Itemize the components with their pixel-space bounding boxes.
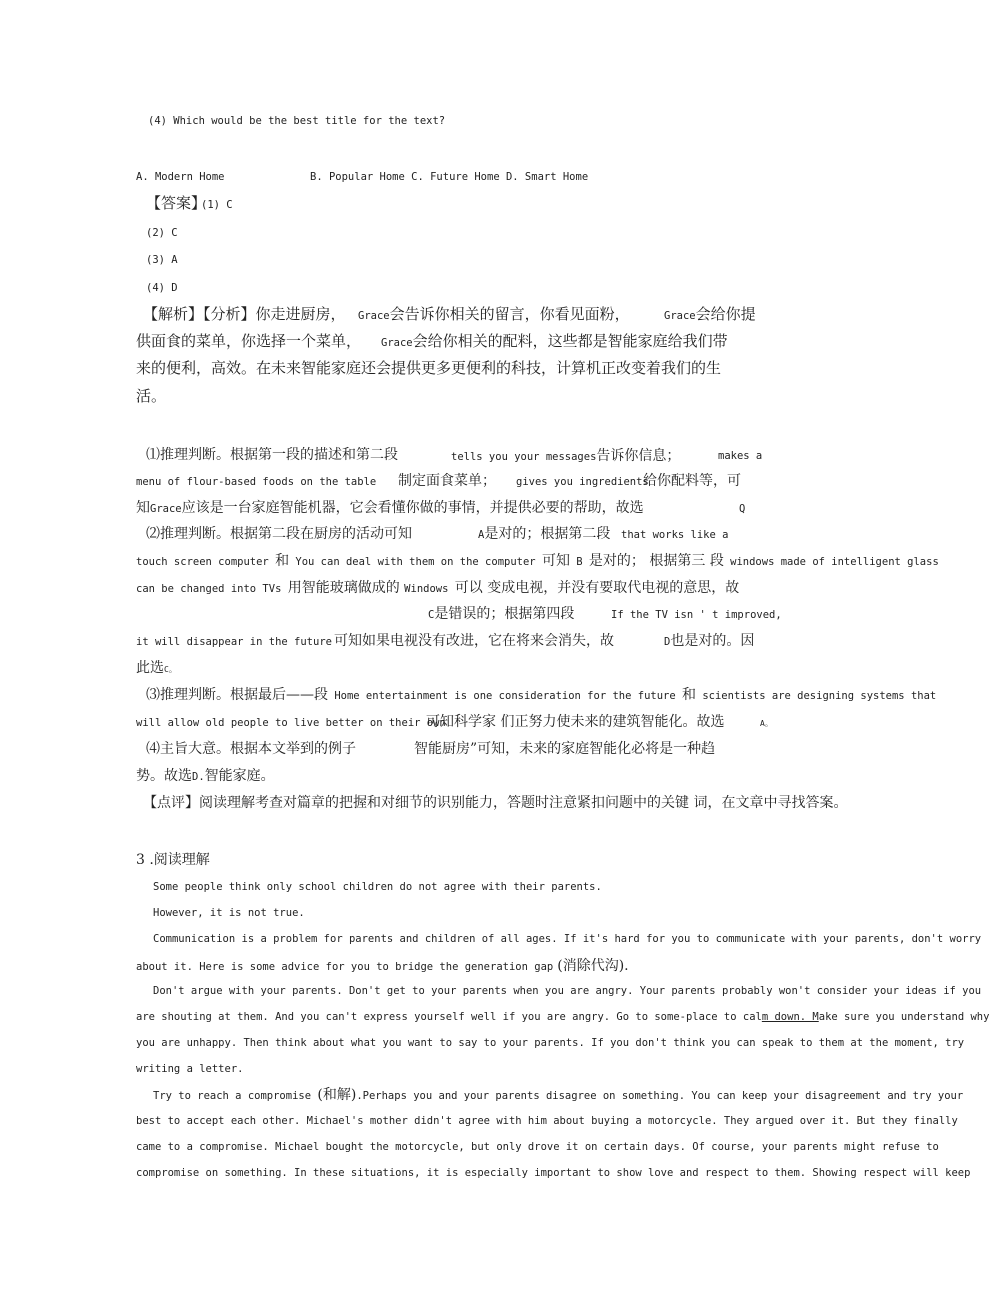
point-1-line-1c: makes a (718, 450, 763, 462)
question-4-text: (4) Which would be the best title for the text? (148, 115, 446, 127)
point-4-line-1a: ⑷主旨大意。根据本文举到的例子 (146, 741, 356, 757)
answer-label: 【答案】 (146, 194, 207, 212)
comment: 【点评】阅读理解考查对篇章的把握和对细节的识别能力，答题时注意紧扣问题中的关键 词，在文章中寻找答案。 (143, 795, 848, 811)
section-3-heading: 3 .阅读理解 (136, 852, 210, 868)
point-1-line-2b: 制定面食菜单； (398, 473, 496, 489)
passage-p4-line-4: writing a letter. (136, 1063, 244, 1075)
point-2-line-5a: it will disappear in the future (136, 636, 332, 648)
point-1-line-3a: 知Grace应该是一台家庭智能机器，它会看懂你做的事情，并提供必要的帮助，故选 (136, 500, 644, 516)
point-2-line-1c: that works like a (621, 529, 729, 541)
passage-p5-line-3: came to a compromise. Michael bought the motorcycle, but only drove it on certain days. Of course, your parents might refuse to (136, 1141, 939, 1153)
point-3-line-2c: A。 (760, 719, 773, 728)
point-1-line-2a: menu of flour-based foods on the table (136, 476, 377, 488)
point-4-line-2: 势。故选D.智能家庭。 (136, 768, 275, 784)
answer-1: (1) C (201, 199, 233, 211)
point-1-line-1a: ⑴推理判断。根据第一段的描述和第二段 (146, 447, 398, 463)
options-b-c-d: B. Popular Home C. Future Home D. Smart Home (310, 171, 589, 183)
analysis-line-4: 活。 (136, 387, 167, 405)
point-2-line-2: touch screen computer 和 You can deal with them on the computer 可知 B 是对的； 根据第三 段 windows made of intelligent glass (136, 553, 939, 569)
point-1-line-1b: tells you your messages告诉你信息； (451, 448, 681, 464)
point-3-line-2b: 可知科学家 们正努力使未来的建筑智能化。故选 (426, 714, 725, 730)
passage-p5-line-1: Try to reach a compromise (和解).Perhaps you and your parents disagree on something. You can keep your disagreement and try your (153, 1087, 964, 1103)
point-2-line-5c: D也是对的。因 (664, 633, 755, 649)
analysis-line-1c: Grace会给你提 (664, 305, 756, 323)
point-2-line-1b: A是对的；根据第二段 (478, 526, 611, 542)
passage-p4-line-1: Don't argue with your parents. Don't get to your parents when you are angry. Your parents probably won't consider your ideas if you (153, 985, 982, 997)
point-2-line-1a: ⑵推理判断。根据第二段在厨房的活动可知 (146, 526, 412, 542)
analysis-line-2a: 供面食的菜单，你选择一个菜单， (136, 332, 362, 350)
point-4-line-1b: 智能厨房”可知，未来的家庭智能化必将是一种趋 (414, 741, 716, 757)
passage-p5-line-2: best to accept each other. Michael's mother didn't agree with him about buying a motorcycle. They argued over it. But they finally (136, 1115, 958, 1127)
analysis-line-1b: Grace会告诉你相关的留言，你看见面粉， (358, 305, 630, 323)
passage-sentence-1: Some people think only school children do not agree with their parents. (153, 881, 602, 893)
passage-p4-line-3: you are unhappy. Then think about what you want to say to your parents. If you don't think you can speak to them at the moment, try (136, 1037, 965, 1049)
point-3-line-2a: will allow old people to live better on their own (136, 717, 446, 729)
point-2-line-3: can be changed into TVs 用智能玻璃做成的 Windows 可以 变成电视，并没有要取代电视的意思，故 (136, 580, 740, 596)
point-2-line-4a: C是错误的；根据第四段 (428, 606, 575, 622)
passage-p3-line-2: about it. Here is some advice for you to bridge the generation gap (消除代沟). (136, 958, 629, 974)
point-2-line-5b: 可知如果电视没有改进，它在将来会消失，故 (334, 633, 614, 649)
answer-2: (2) C (146, 227, 178, 239)
analysis-line-3: 来的便利，高效。在未来智能家庭还会提供更多更便利的科技，计算机正改变着我们的生 (136, 359, 722, 377)
passage-p3-line-1: Communication is a problem for parents and children of all ages. If it's hard for you to communicate with your parents, don't worry (153, 933, 982, 945)
analysis-line-2b: Grace会给你相关的配料，这些都是智能家庭给我们带 (381, 332, 728, 350)
answer-3: (3) A (146, 254, 178, 266)
option-a: A. Modern Home (136, 171, 225, 183)
point-2-line-6: 此选C。 (136, 660, 177, 676)
passage-p5-line-4: compromise on something. In these situations, it is especially important to show love and respect to them. Showing respect will keep (136, 1167, 971, 1179)
analysis-line-1a: 【解析】【分析】你走进厨房， (143, 305, 346, 323)
point-1-line-2d: 给你配料等，可 (643, 473, 741, 489)
point-3-line-1: ⑶推理判断。根据最后——段 Home entertainment is one consideration for the future 和 scientists are designing systems that (146, 687, 937, 703)
point-1-line-3b: Q (739, 503, 746, 515)
passage-sentence-2: However, it is not true. (153, 907, 305, 919)
point-2-line-4b: If the TV isn ' t improved, (611, 609, 782, 621)
answer-4: (4) D (146, 282, 178, 294)
point-1-line-2c: gives you ingredients (516, 476, 649, 488)
passage-p4-line-2: are shouting at them. And you can't express yourself well if you are angry. Go to some-place to calm down. Make sure you understand why (136, 1011, 989, 1023)
